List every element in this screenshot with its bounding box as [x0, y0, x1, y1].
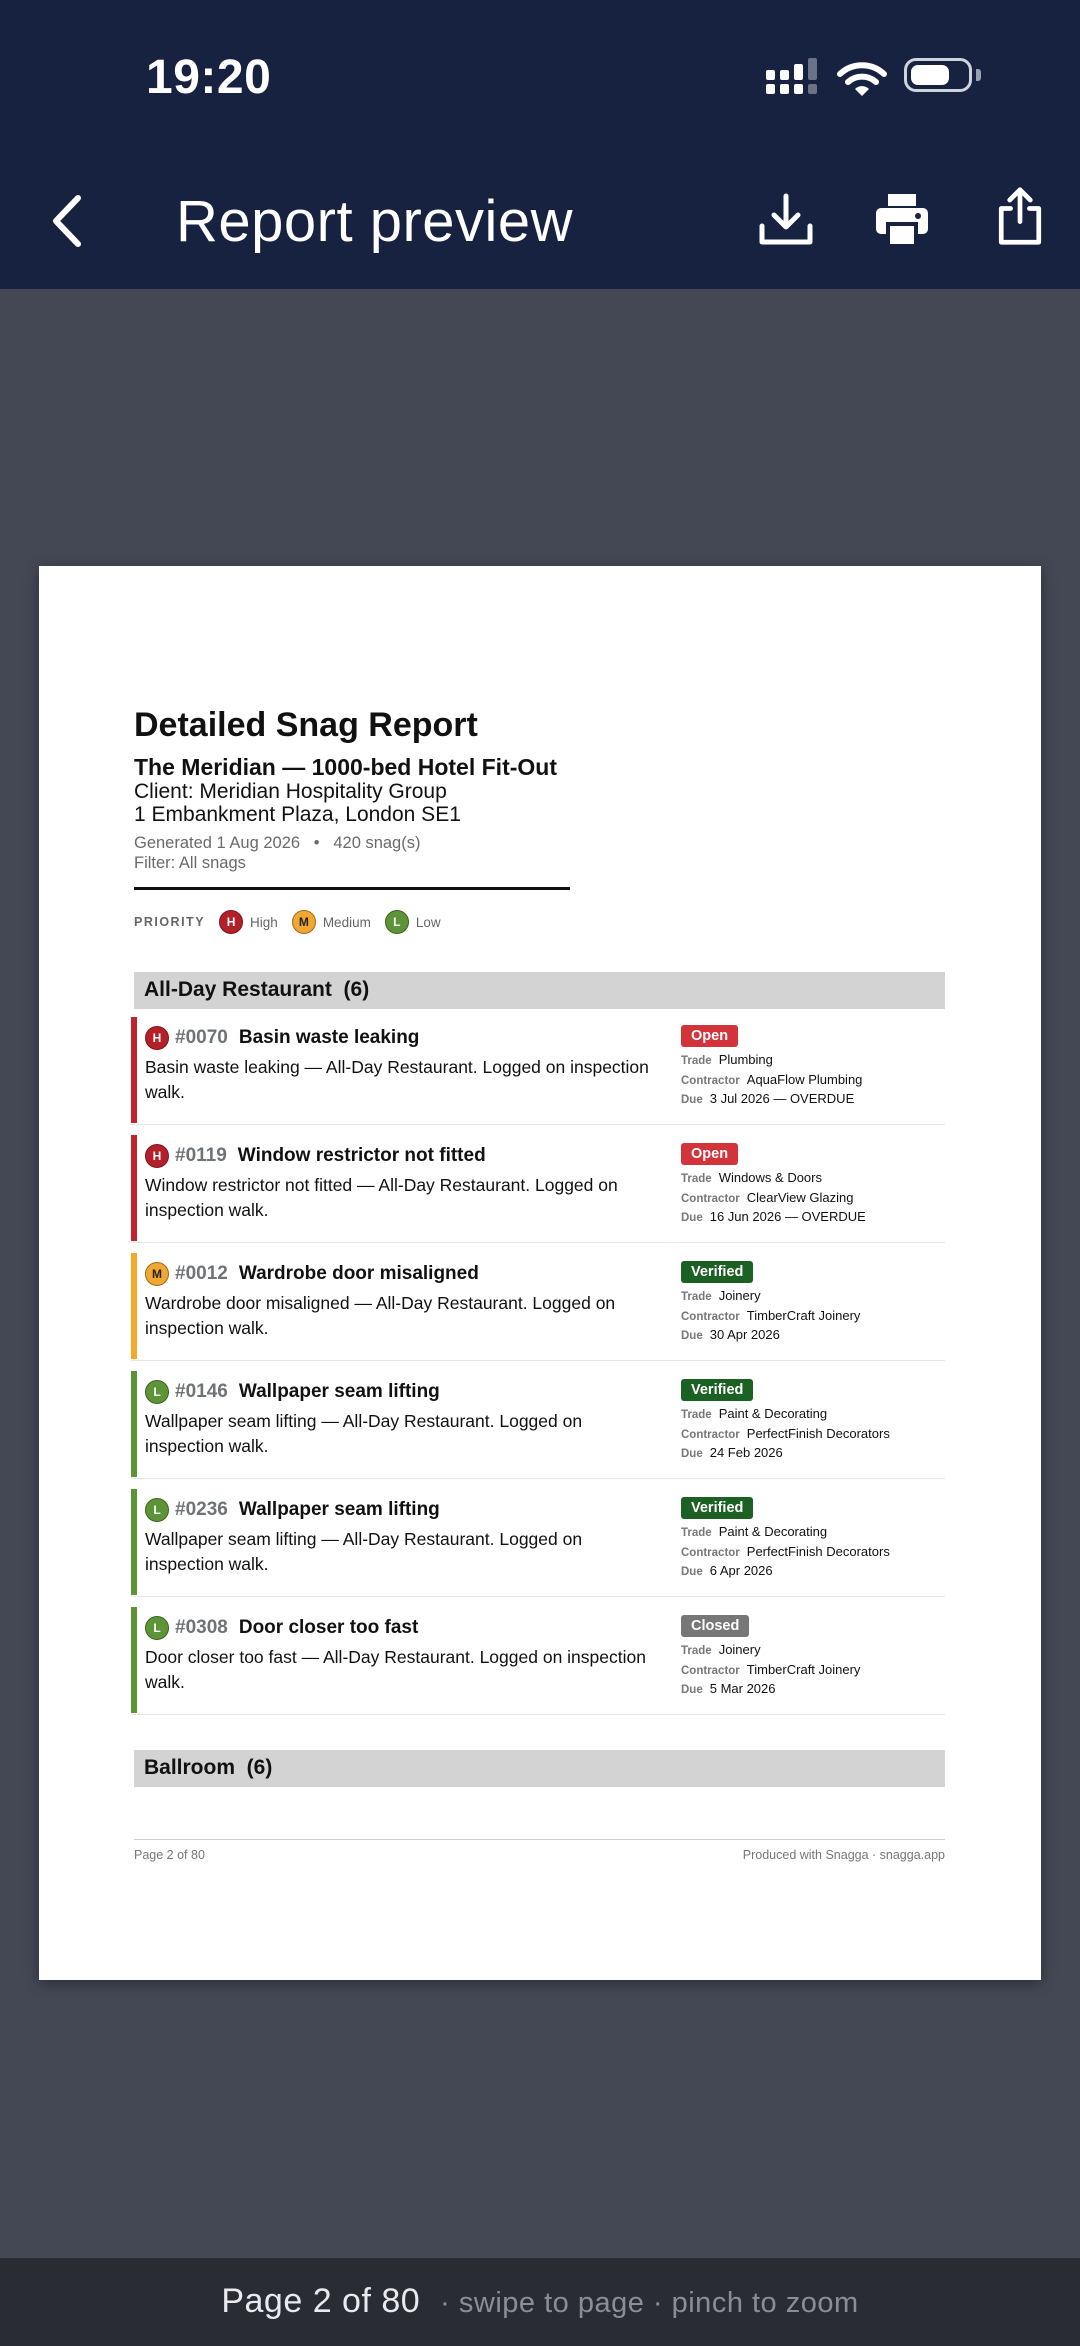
- snag-id: #0308: [175, 1617, 228, 1638]
- footer-divider: [134, 1839, 945, 1840]
- contractor-key: Contractor: [681, 1310, 740, 1323]
- client-line: Client: Meridian Hospitality Group: [134, 780, 447, 803]
- due-value: 30 Apr 2026: [709, 1327, 780, 1342]
- trade-key: Trade: [681, 1527, 712, 1539]
- contractor-value: TimberCraft Joinery: [746, 1307, 861, 1323]
- due-value: 3 Jul 2026 — OVERDUE: [709, 1091, 855, 1106]
- trade-value: Plumbing: [718, 1052, 773, 1067]
- battery-icon: [904, 58, 972, 92]
- wifi-icon: [836, 60, 888, 100]
- due-key: Due: [681, 1212, 703, 1224]
- section-header: [134, 972, 945, 1009]
- status-badge: Open: [681, 1143, 738, 1165]
- contractor-value: PerfectFinish Decorators: [746, 1425, 890, 1441]
- section-label: Ballroom (6): [144, 1756, 273, 1779]
- trade-value: Windows & Doors: [718, 1170, 822, 1185]
- snag-row[interactable]: [131, 1607, 945, 1715]
- due-value: 5 Mar 2026: [709, 1681, 776, 1696]
- status-badge: Open: [681, 1025, 738, 1047]
- low-priority-icon: L: [145, 1616, 169, 1640]
- snag-title: Door closer too fast: [238, 1617, 419, 1638]
- trade-value: Joinery: [718, 1288, 761, 1303]
- generated-line: Generated 1 Aug 2026 • 420 snag(s): [134, 834, 421, 852]
- signal-icon: [764, 58, 822, 100]
- snag-title: Wardrobe door misaligned: [238, 1263, 479, 1284]
- status-time: 19:20: [146, 51, 272, 104]
- snag-title: Wallpaper seam lifting: [238, 1499, 440, 1520]
- page-indicator-text: Page 2 of 80: [221, 2282, 421, 2320]
- priority-bar: [131, 1489, 137, 1595]
- contractor-value: PerfectFinish Decorators: [746, 1543, 890, 1559]
- footer-credit: Produced with Snagga · snagga.app: [742, 1848, 945, 1862]
- snag-description: Wardrobe door misaligned — All-Day Restaurant. Logged on inspection walk.: [145, 1293, 616, 1338]
- medium-priority-icon: M: [292, 910, 316, 934]
- contractor-key: Contractor: [681, 1074, 740, 1087]
- due-key: Due: [681, 1566, 703, 1578]
- trade-value: Paint & Decorating: [718, 1406, 828, 1421]
- header-divider: [134, 887, 570, 890]
- medium-priority-icon: M: [145, 1262, 169, 1286]
- legend-low: [385, 910, 441, 934]
- report-title: Detailed Snag Report: [134, 706, 478, 744]
- page-indicator: [0, 2282, 1080, 2321]
- status-badge: Closed: [681, 1615, 749, 1637]
- status-badge: Verified: [681, 1497, 753, 1519]
- low-priority-icon: L: [385, 910, 409, 934]
- page-indicator-bar: [0, 2258, 1080, 2346]
- high-priority-icon: H: [145, 1026, 169, 1050]
- download-button[interactable]: [756, 190, 816, 250]
- project-name: The Meridian — 1000-bed Hotel Fit-Out: [134, 754, 557, 780]
- high-priority-icon: H: [145, 1144, 169, 1168]
- priority-legend: [134, 908, 455, 936]
- section-header: [134, 1750, 945, 1787]
- snag-description: Wallpaper seam lifting — All-Day Restaurant. Logged on inspection walk.: [145, 1529, 583, 1574]
- priority-bar: [131, 1017, 137, 1123]
- due-value: 24 Feb 2026: [709, 1445, 783, 1460]
- app-header: [0, 0, 1080, 289]
- report-page[interactable]: [39, 566, 1041, 1980]
- snag-id: #0070: [175, 1027, 228, 1048]
- low-priority-icon: L: [145, 1498, 169, 1522]
- trade-key: Trade: [681, 1173, 712, 1185]
- back-button[interactable]: [40, 186, 96, 256]
- snag-row[interactable]: [131, 1253, 945, 1361]
- snag-title: Basin waste leaking: [238, 1027, 420, 1048]
- priority-bar: [131, 1253, 137, 1359]
- contractor-key: Contractor: [681, 1428, 740, 1441]
- section-label: All-Day Restaurant (6): [144, 978, 370, 1001]
- contractor-value: ClearView Glazing: [746, 1189, 854, 1205]
- snag-description: Basin waste leaking — All-Day Restaurant. Logged on inspection walk.: [145, 1057, 649, 1102]
- status-badge: Verified: [681, 1261, 753, 1283]
- snag-description: Door closer too fast — All-Day Restaurant. Logged on inspection walk.: [145, 1647, 646, 1692]
- snag-title: Window restrictor not fitted: [237, 1145, 486, 1166]
- priority-bar: [131, 1135, 137, 1241]
- low-priority-icon: L: [145, 1380, 169, 1404]
- trade-key: Trade: [681, 1055, 712, 1067]
- trade-value: Joinery: [718, 1642, 761, 1657]
- trade-key: Trade: [681, 1291, 712, 1303]
- contractor-key: Contractor: [681, 1192, 740, 1205]
- battery-tip: [976, 69, 981, 81]
- due-key: Due: [681, 1094, 703, 1106]
- address-line: 1 Embankment Plaza, London SE1: [134, 803, 461, 826]
- priority-bar: [131, 1371, 137, 1477]
- snag-id: #0146: [175, 1381, 228, 1402]
- legend-high: [219, 910, 278, 934]
- legend-label: PRIORITY: [134, 915, 206, 929]
- contractor-value: AquaFlow Plumbing: [746, 1071, 863, 1087]
- snag-row[interactable]: [131, 1489, 945, 1597]
- snag-id: #0012: [175, 1263, 228, 1284]
- due-key: Due: [681, 1684, 703, 1696]
- footer-page-number: Page 2 of 80: [134, 1848, 205, 1862]
- contractor-key: Contractor: [681, 1664, 740, 1677]
- legend-low-label: Low: [415, 914, 441, 930]
- filter-line: Filter: All snags: [134, 854, 246, 872]
- snag-row[interactable]: [131, 1135, 945, 1243]
- priority-bar: [131, 1607, 137, 1713]
- trade-value: Paint & Decorating: [718, 1524, 828, 1539]
- share-button[interactable]: [990, 186, 1050, 246]
- snag-description: Window restrictor not fitted — All-Day Restaurant. Logged on inspection walk.: [145, 1175, 618, 1220]
- snag-id: #0236: [175, 1499, 228, 1520]
- due-key: Due: [681, 1330, 703, 1342]
- page-title: Report preview: [176, 189, 574, 254]
- snag-title: Wallpaper seam lifting: [238, 1381, 440, 1402]
- trade-key: Trade: [681, 1645, 712, 1657]
- snag-row[interactable]: [131, 1371, 945, 1479]
- legend-high-label: High: [250, 914, 278, 930]
- snag-description: Wallpaper seam lifting — All-Day Restaurant. Logged on inspection walk.: [145, 1411, 583, 1456]
- high-priority-icon: H: [219, 910, 243, 934]
- gesture-hint: · swipe to page · pinch to zoom: [440, 2287, 859, 2319]
- status-badge: Verified: [681, 1379, 753, 1401]
- trade-key: Trade: [681, 1409, 712, 1421]
- snag-row[interactable]: [131, 1017, 945, 1125]
- contractor-key: Contractor: [681, 1546, 740, 1559]
- due-key: Due: [681, 1448, 703, 1460]
- legend-medium-label: Medium: [322, 914, 371, 930]
- due-value: 6 Apr 2026: [709, 1563, 773, 1578]
- legend-medium: [292, 910, 371, 934]
- snag-id: #0119: [175, 1145, 227, 1166]
- print-button[interactable]: [872, 190, 932, 250]
- contractor-value: TimberCraft Joinery: [746, 1661, 861, 1677]
- due-value: 16 Jun 2026 — OVERDUE: [709, 1209, 866, 1224]
